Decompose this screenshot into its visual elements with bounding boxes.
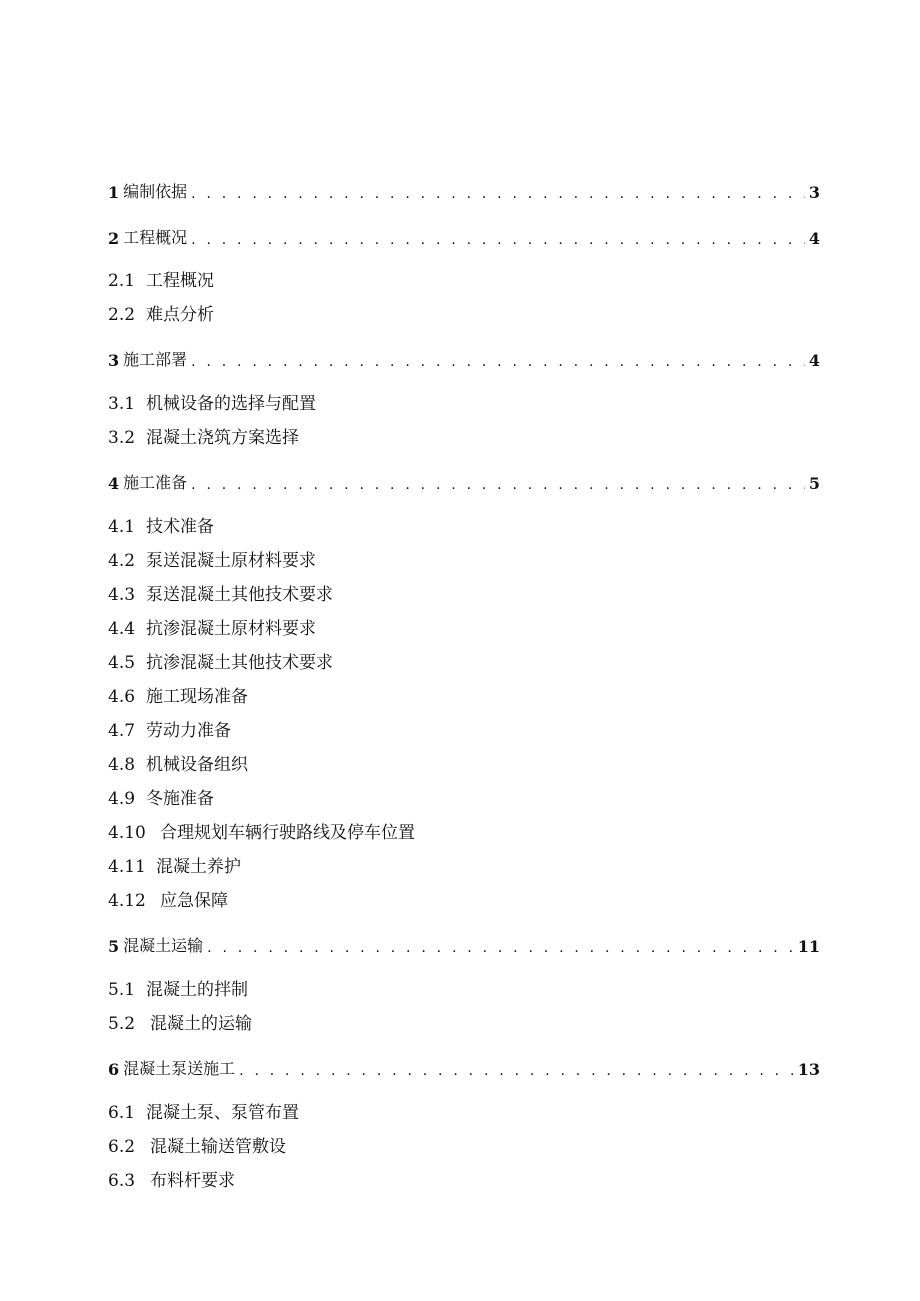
toc-subentry-number: 5.2 (108, 1014, 136, 1034)
toc-subentry[interactable] (108, 422, 820, 448)
toc-subentry[interactable] (108, 388, 820, 414)
dot-leader (191, 186, 805, 202)
toc-subentry-number: 4.10 (108, 823, 146, 843)
dot-leader (207, 940, 794, 956)
dot-leader (191, 477, 805, 493)
toc-subentry-number: 4.2 (108, 551, 136, 571)
toc-subentry-title: 混凝土的拌制 (146, 980, 248, 1000)
toc-subentry[interactable] (108, 1165, 820, 1191)
toc-subentry-title: 混凝土养护 (156, 857, 241, 877)
toc-subentry-title: 技术准备 (146, 517, 214, 537)
toc-entry-title: 施工准备 (123, 473, 188, 492)
toc-subentry-title: 劳动力准备 (146, 721, 231, 741)
toc-entry-number: 6 (108, 1060, 120, 1079)
dot-leader (191, 354, 805, 370)
toc-subentry-number: 3.1 (108, 394, 136, 414)
toc-entry-number: 3 (108, 351, 120, 370)
toc-subentry[interactable] (108, 545, 820, 571)
toc-subentry-number: 4.7 (108, 721, 136, 741)
toc-subentry[interactable] (108, 783, 820, 809)
toc-entry[interactable] (108, 1053, 820, 1079)
toc-subentry-number: 6.1 (108, 1103, 136, 1123)
toc-subentry-title: 泵送混凝土原材料要求 (146, 551, 316, 571)
toc-subentry-title: 抗渗混凝土原材料要求 (146, 619, 316, 639)
dot-leader (239, 1063, 794, 1079)
toc-subentry-number: 6.3 (108, 1171, 136, 1191)
toc-subentry-number: 4.1 (108, 517, 136, 537)
toc-subentry-title: 混凝土泵、泵管布置 (146, 1103, 299, 1123)
toc-subentry[interactable] (108, 647, 820, 673)
dot-leader (191, 232, 805, 248)
toc-subentry-number: 4.11 (108, 857, 146, 877)
toc-subentry-title: 抗渗混凝土其他技术要求 (146, 653, 333, 673)
toc-subentry-title: 冬施准备 (146, 789, 214, 809)
toc-subentry-title: 泵送混凝土其他技术要求 (146, 585, 333, 605)
toc-entry-number: 4 (108, 474, 120, 493)
toc-entry-title: 混凝土泵送施工 (123, 1059, 236, 1078)
toc-subentry-number: 4.6 (108, 687, 136, 707)
toc-entry-page: 11 (797, 937, 820, 956)
toc-subentry-number: 2.2 (108, 305, 136, 325)
toc-subentry-number: 4.4 (108, 619, 136, 639)
toc-subentry-number: 4.3 (108, 585, 136, 605)
toc-subentry-title: 机械设备的选择与配置 (146, 394, 316, 414)
toc-subentry[interactable] (108, 851, 820, 877)
toc-entry-number: 1 (108, 183, 120, 202)
toc-entry-page: 4 (808, 229, 820, 248)
toc-entry-page: 5 (808, 474, 820, 493)
toc-subentry-number: 4.8 (108, 755, 136, 775)
toc-subentry-title: 应急保障 (160, 891, 228, 911)
toc-entry-page: 4 (808, 351, 820, 370)
toc-subentry-number: 5.1 (108, 980, 136, 1000)
toc-subentry[interactable] (108, 511, 820, 537)
toc-entry-number: 5 (108, 937, 120, 956)
toc-entry[interactable] (108, 467, 820, 493)
toc-subentry-title: 布料杆要求 (150, 1171, 235, 1191)
toc-subentry[interactable] (108, 681, 820, 707)
toc-subentry-title: 混凝土浇筑方案选择 (146, 428, 299, 448)
toc-entry-title: 工程概况 (123, 228, 188, 247)
toc-entry-title: 施工部署 (123, 350, 188, 369)
toc-subentry-number: 4.5 (108, 653, 136, 673)
toc-subentry-title: 混凝土输送管敷设 (150, 1137, 286, 1157)
toc-subentry-number: 4.12 (108, 891, 146, 911)
toc-subentry-title: 混凝土的运输 (150, 1014, 252, 1034)
toc-subentry[interactable] (108, 1008, 820, 1034)
toc-entry[interactable] (108, 930, 820, 956)
toc-subentry[interactable] (108, 749, 820, 775)
toc-subentry-number: 3.2 (108, 428, 136, 448)
toc-subentry-number: 2.1 (108, 271, 136, 291)
toc-subentry-title: 施工现场准备 (146, 687, 248, 707)
toc-entry[interactable] (108, 222, 820, 248)
toc-subentry[interactable] (108, 885, 820, 911)
toc-subentry[interactable] (108, 715, 820, 741)
toc-subentry-title: 工程概况 (146, 271, 214, 291)
toc-subentry-title: 合理规划车辆行驶路线及停车位置 (160, 823, 415, 843)
toc-entry-page: 3 (808, 183, 820, 202)
toc-subentry[interactable] (108, 817, 820, 843)
toc-subentry[interactable] (108, 299, 820, 325)
toc-entry[interactable] (108, 344, 820, 370)
toc-entry-page: 13 (797, 1060, 820, 1079)
toc-subentry[interactable] (108, 974, 820, 1000)
toc-subentry[interactable] (108, 579, 820, 605)
toc-entry-title: 混凝土运输 (123, 936, 204, 955)
toc-subentry[interactable] (108, 1097, 820, 1123)
toc-subentry-number: 6.2 (108, 1137, 136, 1157)
toc-entry-title: 编制依据 (123, 182, 188, 201)
toc-subentry[interactable] (108, 1131, 820, 1157)
toc-subentry-number: 4.9 (108, 789, 136, 809)
toc-entry-number: 2 (108, 229, 120, 248)
toc-entry[interactable] (108, 176, 820, 202)
toc-subentry[interactable] (108, 265, 820, 291)
toc-subentry-title: 难点分析 (146, 305, 214, 325)
toc-subentry[interactable] (108, 613, 820, 639)
toc-subentry-title: 机械设备组织 (146, 755, 248, 775)
